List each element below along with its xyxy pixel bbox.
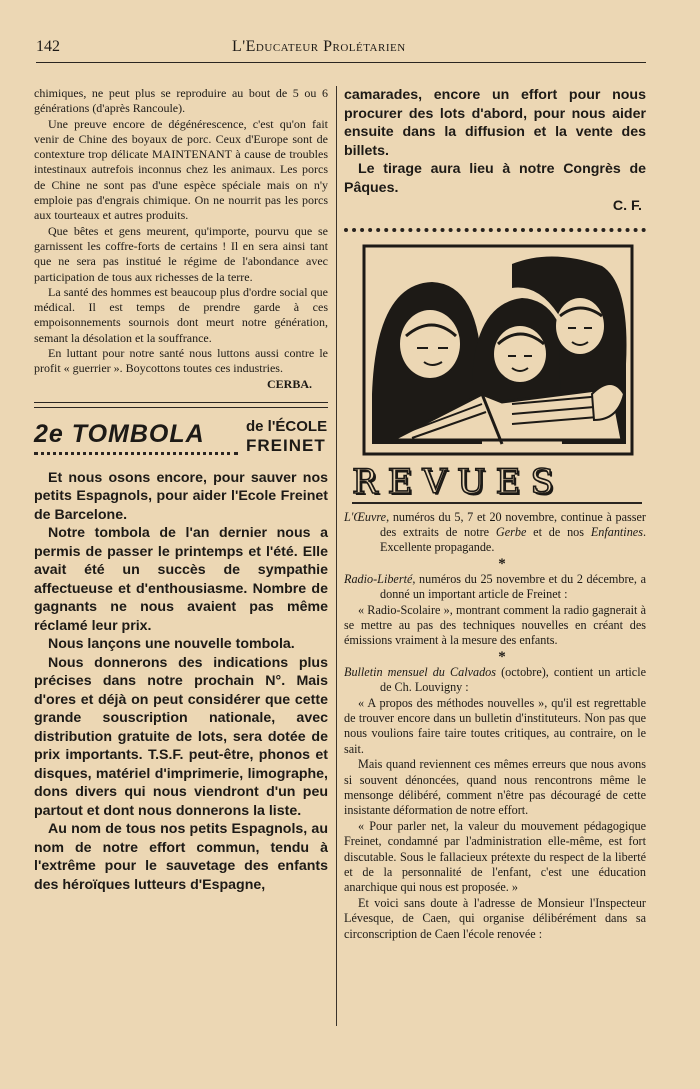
tombola-subtitle-freinet: FREINET bbox=[246, 435, 326, 455]
article-paragraph: En luttant pour notre santé nous luttons aussi contre le profit « guerrier ». Boycottons toutes ces industries. bbox=[34, 346, 328, 376]
review-radio-title: Radio-Liberté bbox=[344, 571, 413, 586]
tombola-continued bbox=[344, 86, 646, 216]
review-calvados-paragraph: « A propos des méthodes nouvelles », qu'il est regrettable de trouver encore dans un bulletin d'instituteurs. Non pas que nous voulions faire taire toutes critiques, au contraire, on le sait. bbox=[344, 695, 646, 756]
tombola-heading bbox=[34, 416, 328, 460]
tombola-article bbox=[34, 469, 328, 895]
review-oeuvre: L'Œuvre, numéros du 5, 7 et 20 novembre, continue à passer des extraits de notre Gerbe et de nos Enfantines. Excellente propagande. bbox=[344, 509, 646, 555]
journal-title: L'Educateur Prolétarien bbox=[232, 38, 406, 55]
section-rule bbox=[34, 402, 328, 408]
article-paragraph: chimiques, ne peut plus se reproduire au bout de 5 ou 6 générations (d'après Rancoule). bbox=[34, 86, 328, 116]
tirage-signature: C. F. bbox=[612, 198, 642, 214]
tombola-paragraph: Nous donnerons des indications plus précises dans notre prochain N°. Mais d'ores et déjà on peut considérer que cette grande souscription nationale, avec distribution gratuite de lots, sera dotée de prix importants. T.S.F. peut-être, phonos et disques, matériel d'imprimerie, limographe, dons divers qui nous viendront d'un peu partout et dont nous donnerons la liste. bbox=[34, 654, 328, 819]
article-paragraph: Une preuve encore de dégénérescence, c'est qu'on fait venir de Chine des boyaux de porc. Ceux d'Europe sont de contexture trop délicate MAINTENANT à cause de troubles intestinaux autrefois inconnus chez les animaux. Les porcs de Chine ne sont pas d'une espèce spéciale mais on n'y emploie pas d'engrais chimique. On ne nourrit pas les porcs aux tourteaux et autres produits. bbox=[34, 116, 328, 223]
left-column bbox=[34, 86, 328, 894]
tirage-signature-line bbox=[344, 197, 646, 216]
page-number: 142 bbox=[36, 38, 60, 55]
tombola-paragraph: Nous lançons une nouvelle tombola. bbox=[48, 636, 295, 653]
article-paragraph: La santé des hommes est beaucoup plus d'ordre social que médical. Il est temps de prendre garde à ces empoisonnements sournois dont meurt notre génération, semant la désolation et la souffrance. bbox=[34, 284, 328, 345]
review-calvados-paragraph: Et voici sans doute à l'adresse de Monsieur l'Inspecteur Lévesque, de Caen, qui organise délibérément dans sa circonscription de Caen l'école renovée : bbox=[344, 895, 646, 941]
review-calvados: Bulletin mensuel du Calvados (octobre), contient un article de Ch. Louvigny : bbox=[344, 664, 646, 695]
review-calvados-title: Bulletin mensuel du Calvados bbox=[344, 664, 497, 679]
woodcut-illustration bbox=[362, 244, 634, 456]
tombola-subtitle-school: de l'ÉCOLE bbox=[246, 417, 328, 435]
tirage-text: Le tirage aura lieu à notre Congrès de Pâques. bbox=[344, 161, 646, 196]
review-radio-liberte: Radio-Liberté, numéros du 25 novembre et du 2 décembre, a donné un important article de Freinet : bbox=[344, 571, 646, 602]
separator-star: * bbox=[498, 648, 506, 665]
tombola-paragraph: Notre tombola de l'an dernier nous a permis de passer le printemps et l'été. Elle avait été un succès de sympathie affectueuse et d'enthousiasme. Nombre de gagnants ne nous avaient pas même réclamé leur prix. bbox=[34, 525, 328, 634]
review-calvados-paragraph: « Pour parler net, la valeur du mouvement pédagogique Freinet, condamné par l'administration elle-même, est fort discutable. Sous le fallacieux prétexte du respect de la liberté et de la personnalité de l'enfant, c'est une éducation anarchique qui nous est proposée. » bbox=[344, 818, 646, 895]
separator-star: * bbox=[498, 555, 506, 572]
revues-section bbox=[344, 510, 646, 943]
revues-heading: REVUES bbox=[352, 462, 642, 504]
column-divider bbox=[336, 86, 337, 1026]
tombola-title: 2e TOMBOLA bbox=[34, 419, 205, 448]
dotted-separator bbox=[344, 228, 646, 236]
review-oeuvre-title: L'Œuvre bbox=[344, 509, 387, 524]
page-header bbox=[36, 36, 646, 63]
article-signature-line bbox=[34, 377, 328, 392]
review-radio-quote: « Radio-Scolaire », montrant comment la radio gagnerait à se mettre au pas des techniques nouvelles en créant des émissions vraiment à la mesure des enfants. bbox=[344, 602, 646, 648]
right-column bbox=[344, 86, 646, 942]
tombola-paragraph: Au nom de tous nos petits Espagnols, au nom de notre effort commun, tendu à l'extrême pour le sauvetage des enfants des héroïques lutteurs d'Espagne, bbox=[34, 821, 328, 893]
health-article bbox=[34, 86, 328, 392]
article-paragraph: Que bêtes et gens meurent, qu'importe, pourvu que se garnissent les coffre-forts de certains ! Il en sera ainsi tant que ne sera pas institué le régime de l'abondance avec participation de tous aux richesses de la terre. bbox=[34, 223, 328, 284]
review-calvados-paragraph: Mais quand reviennent ces mêmes erreurs que nous avons si souvent dénoncées, quand nous rencontrons même le mensonge délibéré, comment n'être pas découragé de cette insistante déformation de notre effort. bbox=[344, 757, 646, 818]
article-signature: CERBA. bbox=[266, 376, 312, 391]
tombola-paragraph: Et nous osons encore, pour sauver nos petits Espagnols, pour aider l'Ecole Freinet de Barcelone. bbox=[34, 469, 328, 523]
tombola-continued-text: camarades, encore un effort pour nous procurer des lots d'abord, pour nous aider ensuite dans la diffusion et la vente des billets. bbox=[344, 87, 646, 159]
